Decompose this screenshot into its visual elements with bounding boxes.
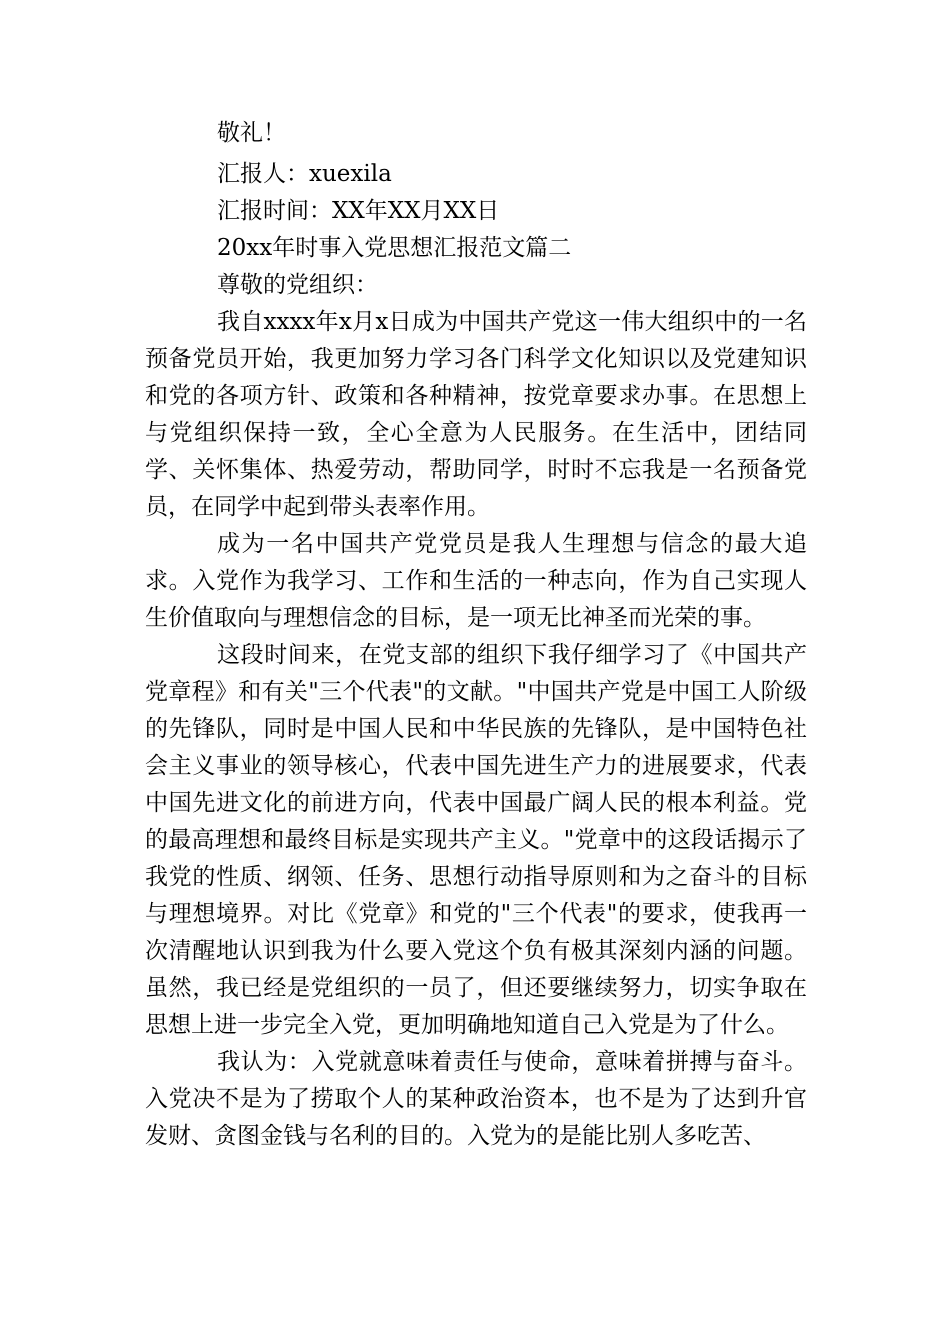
paragraph-4: 我认为：入党就意味着责任与使命，意味着拼搏与奋斗。入党决不是为了捞取个人的某种政治资本，也不是为了达到升官发财、贪图金钱与名利的目的。入党为的是能比别人多吃苦、 <box>145 1049 807 1149</box>
greeting-line: 尊敬的党组织： <box>217 272 378 298</box>
article-body <box>145 304 807 1155</box>
paragraph-3: 这段时间来，在党支部的组织下我仔细学习了《中国共产党章程》和有关"三个代表"的文献。"中国共产党是中国工人阶级的先锋队，同时是中国人民和中华民族的先锋队，是中国特色社会主义事业的领导核心，代表中国先进生产力的进展要求，代表中国先进文化的前进方向，代表中国最广阔人民的根本利益。党的最高理想和最终目标是实现共产主义。"党章中的这段话揭示了我党的性质、纲领、任务、思想行动指导原则和为之奋斗的目标与理想境界。对比《党章》和党的"三个代表"的要求，使我再一次清醒地认识到我为什么要入党这个负有极其深刻内涵的问题。虽然，我已经是党组织的一员了，但还要继续努力，切实争取在思想上进一步完全入党，更加明确地知道自己入党是为了什么。 <box>145 642 807 1038</box>
article-title: 20xx年时事入党思想汇报范文篇二 <box>217 235 572 261</box>
closing-salute: 敬礼！ <box>217 120 286 146</box>
paragraph-2: 成为一名中国共产党党员是我人生理想与信念的最大追求。入党作为我学习、工作和生活的一种志向，作为自己实现人生价值取向与理想信念的目标，是一项无比神圣而光荣的事。 <box>145 531 807 631</box>
reporter-line: 汇报人：xuexila <box>217 161 392 187</box>
report-time-line: 汇报时间：XX年XX月XX日 <box>217 198 500 224</box>
paragraph-1: 我自xxxx年x月x日成为中国共产党这一伟大组织中的一名预备党员开始，我更加努力学习各门科学文化知识以及党建知识和党的各项方针、政策和各种精神，按党章要求办事。在思想上与党组织保持一致，全心全意为人民服务。在生活中，团结同学、关怀集体、热爱劳动，帮助同学，时时不忘我是一名预备党员，在同学中起到带头表率作用。 <box>145 309 807 520</box>
